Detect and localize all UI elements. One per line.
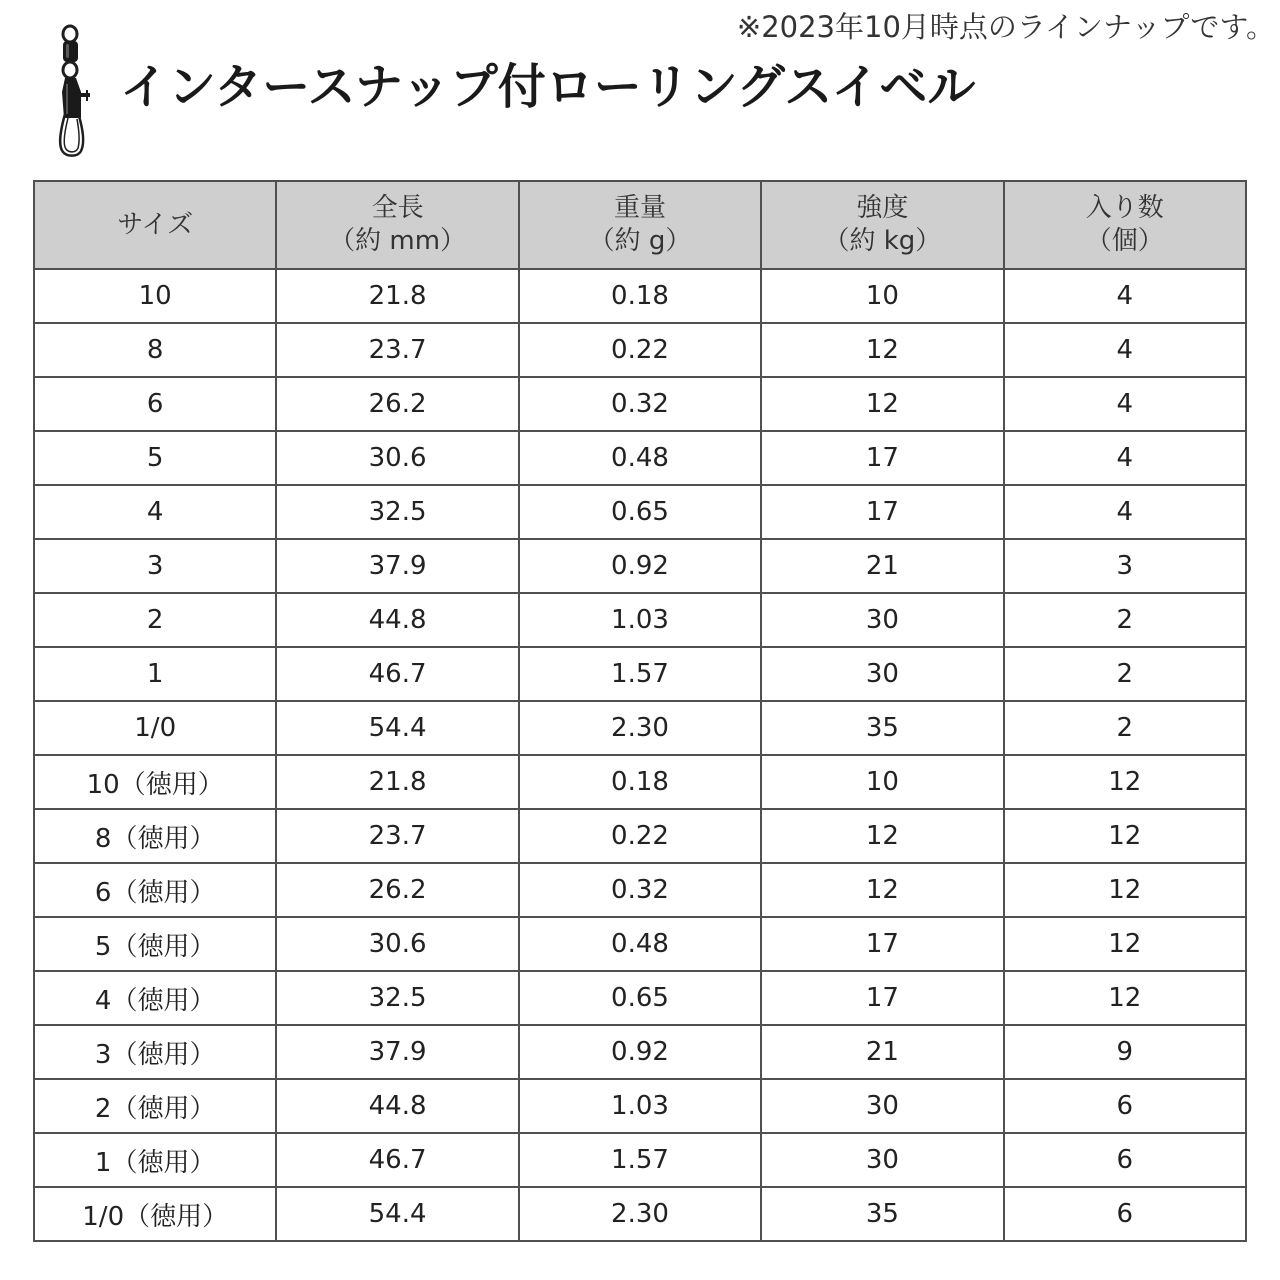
cell-size: 1（徳用） (34, 1133, 276, 1187)
cell-weight: 0.92 (519, 1025, 761, 1079)
table-row (34, 377, 1246, 431)
header-quantity-unit: （個） (1085, 226, 1164, 256)
cell-size: 1 (34, 647, 276, 701)
cell-strength: 35 (761, 1187, 1003, 1241)
cell-size: 2 (34, 593, 276, 647)
table-row (34, 269, 1246, 323)
cell-strength: 17 (761, 431, 1003, 485)
header-weight-unit: （約 g） (588, 226, 692, 256)
cell-length: 44.8 (276, 1079, 518, 1133)
cell-quantity: 4 (1004, 485, 1246, 539)
header-length (276, 181, 518, 269)
cell-strength: 12 (761, 809, 1003, 863)
lineup-date-note: ※2023年10月時点のラインナップです。 (736, 10, 1275, 44)
cell-quantity: 2 (1004, 593, 1246, 647)
cell-strength: 21 (761, 1025, 1003, 1079)
header-strength-unit: （約 kg） (823, 226, 942, 256)
cell-quantity: 2 (1004, 701, 1246, 755)
cell-weight: 0.18 (519, 755, 761, 809)
cell-quantity: 6 (1004, 1133, 1246, 1187)
cell-strength: 17 (761, 917, 1003, 971)
table-row (34, 863, 1246, 917)
cell-weight: 0.65 (519, 971, 761, 1025)
snap-swivel-icon (50, 22, 100, 160)
table-row (34, 809, 1246, 863)
cell-weight: 0.92 (519, 539, 761, 593)
cell-length: 23.7 (276, 323, 518, 377)
cell-size: 4 (34, 485, 276, 539)
cell-size: 10（徳用） (34, 755, 276, 809)
cell-strength: 30 (761, 1133, 1003, 1187)
cell-size: 3（徳用） (34, 1025, 276, 1079)
cell-quantity: 12 (1004, 755, 1246, 809)
cell-size: 6 (34, 377, 276, 431)
cell-length: 54.4 (276, 701, 518, 755)
cell-size: 5（徳用） (34, 917, 276, 971)
cell-weight: 0.22 (519, 323, 761, 377)
cell-quantity: 4 (1004, 431, 1246, 485)
cell-length: 30.6 (276, 431, 518, 485)
table-row (34, 971, 1246, 1025)
table-header (34, 181, 1246, 269)
table-row (34, 1133, 1246, 1187)
cell-size: 6（徳用） (34, 863, 276, 917)
cell-weight: 2.30 (519, 701, 761, 755)
table-row (34, 593, 1246, 647)
cell-strength: 30 (761, 593, 1003, 647)
cell-quantity: 12 (1004, 863, 1246, 917)
header-length-unit: （約 mm） (329, 226, 467, 256)
cell-length: 21.8 (276, 755, 518, 809)
cell-quantity: 6 (1004, 1079, 1246, 1133)
header-quantity (1004, 181, 1246, 269)
cell-length: 46.7 (276, 1133, 518, 1187)
cell-strength: 30 (761, 1079, 1003, 1133)
table-row (34, 323, 1246, 377)
cell-weight: 2.30 (519, 1187, 761, 1241)
header-strength-label: 強度 (856, 193, 909, 223)
cell-weight: 0.65 (519, 485, 761, 539)
table-row (34, 917, 1246, 971)
header-size (34, 181, 276, 269)
cell-quantity: 2 (1004, 647, 1246, 701)
cell-weight: 0.48 (519, 431, 761, 485)
header-weight-label: 重量 (613, 193, 666, 223)
cell-strength: 35 (761, 701, 1003, 755)
cell-length: 44.8 (276, 593, 518, 647)
cell-strength: 30 (761, 647, 1003, 701)
cell-weight: 1.57 (519, 1133, 761, 1187)
page-title: インタースナップ付ローリングスイベル (120, 59, 976, 115)
table-row (34, 485, 1246, 539)
cell-length: 46.7 (276, 647, 518, 701)
cell-strength: 17 (761, 971, 1003, 1025)
cell-strength: 10 (761, 755, 1003, 809)
cell-length: 32.5 (276, 485, 518, 539)
cell-length: 37.9 (276, 1025, 518, 1079)
cell-strength: 12 (761, 377, 1003, 431)
cell-strength: 21 (761, 539, 1003, 593)
cell-quantity: 9 (1004, 1025, 1246, 1079)
cell-weight: 0.22 (519, 809, 761, 863)
cell-weight: 1.57 (519, 647, 761, 701)
cell-quantity: 12 (1004, 917, 1246, 971)
cell-size: 5 (34, 431, 276, 485)
cell-length: 30.6 (276, 917, 518, 971)
cell-size: 4（徳用） (34, 971, 276, 1025)
cell-length: 37.9 (276, 539, 518, 593)
header-quantity-label: 入り数 (1085, 193, 1164, 223)
header-strength (761, 181, 1003, 269)
cell-strength: 17 (761, 485, 1003, 539)
cell-size: 8 (34, 323, 276, 377)
header-row (34, 181, 1246, 269)
cell-weight: 0.48 (519, 917, 761, 971)
table-row (34, 755, 1246, 809)
cell-strength: 12 (761, 323, 1003, 377)
table-row (34, 539, 1246, 593)
cell-weight: 1.03 (519, 593, 761, 647)
cell-weight: 0.18 (519, 269, 761, 323)
cell-length: 32.5 (276, 971, 518, 1025)
cell-size: 1/0（徳用） (34, 1187, 276, 1241)
table-row (34, 647, 1246, 701)
table-body (34, 269, 1246, 1241)
cell-quantity: 12 (1004, 809, 1246, 863)
cell-size: 1/0 (34, 701, 276, 755)
table-row (34, 701, 1246, 755)
cell-length: 21.8 (276, 269, 518, 323)
cell-size: 8（徳用） (34, 809, 276, 863)
table-row (34, 1025, 1246, 1079)
header-length-label: 全長 (371, 193, 424, 223)
spec-table (33, 180, 1247, 1242)
cell-size: 10 (34, 269, 276, 323)
cell-length: 54.4 (276, 1187, 518, 1241)
cell-size: 3 (34, 539, 276, 593)
header-size-label: サイズ (117, 209, 194, 240)
table-row (34, 1187, 1246, 1241)
cell-length: 26.2 (276, 863, 518, 917)
cell-quantity: 4 (1004, 323, 1246, 377)
cell-quantity: 6 (1004, 1187, 1246, 1241)
cell-quantity: 3 (1004, 539, 1246, 593)
cell-quantity: 4 (1004, 377, 1246, 431)
cell-strength: 12 (761, 863, 1003, 917)
cell-quantity: 4 (1004, 269, 1246, 323)
cell-weight: 0.32 (519, 863, 761, 917)
cell-strength: 10 (761, 269, 1003, 323)
cell-weight: 0.32 (519, 377, 761, 431)
table-row (34, 1079, 1246, 1133)
cell-length: 26.2 (276, 377, 518, 431)
cell-quantity: 12 (1004, 971, 1246, 1025)
cell-size: 2（徳用） (34, 1079, 276, 1133)
cell-weight: 1.03 (519, 1079, 761, 1133)
cell-length: 23.7 (276, 809, 518, 863)
header-weight (519, 181, 761, 269)
table-row (34, 431, 1246, 485)
